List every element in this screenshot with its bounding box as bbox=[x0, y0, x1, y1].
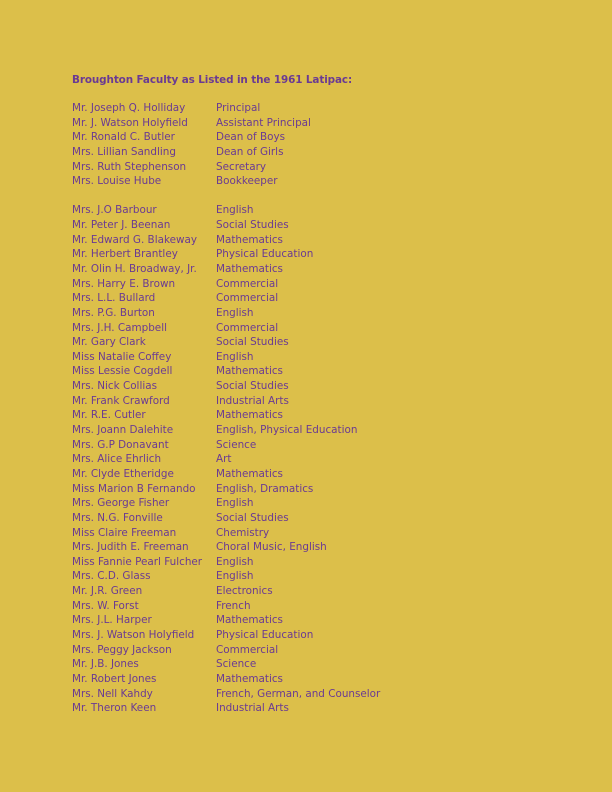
staff-role: Social Studies bbox=[216, 219, 289, 232]
staff-name: Mr. Peter J. Beenan bbox=[72, 219, 171, 232]
staff-row bbox=[72, 584, 542, 599]
staff-row bbox=[72, 116, 542, 131]
staff-row bbox=[72, 628, 542, 643]
staff-role: Industrial Arts bbox=[216, 702, 289, 715]
staff-role: Mathematics bbox=[216, 365, 283, 378]
staff-name: Mrs. C.D. Glass bbox=[72, 570, 151, 583]
staff-row bbox=[72, 613, 542, 628]
staff-row bbox=[72, 408, 542, 423]
staff-row bbox=[72, 423, 542, 438]
staff-name: Mrs. Judith E. Freeman bbox=[72, 541, 189, 554]
staff-name: Miss Fannie Pearl Fulcher bbox=[72, 555, 203, 568]
staff-role: Physical Education bbox=[216, 629, 314, 642]
staff-name: Mrs. Ruth Stephenson bbox=[72, 160, 187, 173]
staff-role: English bbox=[216, 555, 254, 568]
staff-row bbox=[72, 511, 542, 526]
staff-row bbox=[72, 364, 542, 379]
staff-name: Mr. J.B. Jones bbox=[72, 658, 139, 671]
staff-name: Mr. Robert Jones bbox=[72, 672, 157, 685]
staff-role: Secretary bbox=[216, 160, 266, 173]
staff-role: Commercial bbox=[216, 643, 279, 656]
staff-name: Mr. J.R. Green bbox=[72, 585, 143, 598]
staff-name: Miss Claire Freeman bbox=[72, 526, 177, 539]
staff-row bbox=[72, 306, 542, 321]
staff-row bbox=[72, 687, 542, 702]
staff-role: Social Studies bbox=[216, 336, 289, 349]
staff-role: English bbox=[216, 350, 254, 363]
staff-role: Science bbox=[216, 658, 257, 671]
staff-role: Mathematics bbox=[216, 409, 283, 422]
staff-role: Electronics bbox=[216, 585, 273, 598]
staff-role: Physical Education bbox=[216, 248, 314, 261]
staff-row bbox=[72, 174, 542, 189]
staff-row bbox=[72, 291, 542, 306]
staff-name: Mr. J. Watson Holyfield bbox=[72, 116, 188, 129]
staff-name: Mrs. Peggy Jackson bbox=[72, 643, 172, 656]
staff-role: Commercial bbox=[216, 321, 279, 334]
staff-role: English bbox=[216, 306, 254, 319]
staff-role: Dean of Boys bbox=[216, 131, 286, 144]
staff-role: English, Dramatics bbox=[216, 482, 314, 495]
staff-row bbox=[72, 145, 542, 160]
staff-row bbox=[72, 701, 542, 716]
staff-name: Miss Natalie Coffey bbox=[72, 350, 172, 363]
staff-row bbox=[72, 394, 542, 409]
staff-row bbox=[72, 555, 542, 570]
staff-row bbox=[72, 452, 542, 467]
staff-row bbox=[72, 643, 542, 658]
staff-role: Science bbox=[216, 438, 257, 451]
staff-role: Bookkeeper bbox=[216, 175, 278, 188]
staff-row bbox=[72, 160, 542, 175]
staff-row bbox=[72, 277, 542, 292]
staff-name: Mr. R.E. Cutler bbox=[72, 409, 146, 422]
staff-name: Mrs. Alice Ehrlich bbox=[72, 453, 162, 466]
staff-row bbox=[72, 672, 542, 687]
staff-name: Mr. Olin H. Broadway, Jr. bbox=[72, 263, 197, 275]
staff-name: Mrs. Nick Collias bbox=[72, 380, 158, 393]
staff-name: Mrs. J.L. Harper bbox=[72, 614, 152, 627]
administration-list bbox=[72, 101, 542, 189]
staff-row bbox=[72, 101, 542, 116]
staff-role: Assistant Principal bbox=[216, 116, 311, 129]
staff-name: Mrs. J.O Barbour bbox=[72, 204, 157, 217]
staff-row bbox=[72, 482, 542, 497]
staff-name: Miss Marion B Fernando bbox=[72, 482, 196, 495]
staff-row bbox=[72, 379, 542, 394]
staff-name: Mr. Edward G. Blakeway bbox=[72, 233, 197, 246]
staff-role: Social Studies bbox=[216, 380, 289, 393]
staff-name: Mr. Ronald C. Butler bbox=[72, 131, 175, 144]
staff-name: Mrs. J.H. Campbell bbox=[72, 321, 167, 334]
staff-name: Mr. Gary Clark bbox=[72, 336, 146, 349]
staff-row bbox=[72, 262, 542, 277]
staff-name: Mr. Herbert Brantley bbox=[72, 248, 178, 261]
staff-row bbox=[72, 540, 542, 555]
page-heading: Broughton Faculty as Listed in the 1961 Latipac: bbox=[72, 74, 353, 86]
staff-row bbox=[72, 233, 542, 248]
staff-role: Commercial bbox=[216, 292, 279, 305]
staff-name: Mrs. Nell Kahdy bbox=[72, 687, 153, 700]
staff-role: Mathematics bbox=[216, 263, 283, 275]
staff-role: French, German, and Counselor bbox=[216, 687, 381, 700]
staff-name: Mrs. George Fisher bbox=[72, 497, 170, 510]
staff-name: Mrs. J. Watson Holyfield bbox=[72, 629, 195, 642]
staff-row bbox=[72, 569, 542, 584]
staff-row bbox=[72, 335, 542, 350]
staff-role: Principal bbox=[216, 102, 261, 114]
staff-name: Mrs. W. Forst bbox=[72, 599, 139, 612]
staff-role: Social Studies bbox=[216, 511, 289, 524]
staff-row bbox=[72, 657, 542, 672]
staff-row bbox=[72, 247, 542, 262]
staff-name: Mrs. P.G. Burton bbox=[72, 306, 155, 319]
staff-name: Mr. Frank Crawford bbox=[72, 394, 170, 407]
staff-row bbox=[72, 203, 542, 218]
staff-row bbox=[72, 496, 542, 511]
staff-row bbox=[72, 130, 542, 145]
staff-role: Chemistry bbox=[216, 526, 270, 539]
staff-role: Commercial bbox=[216, 277, 279, 290]
staff-name: Mr. Clyde Etheridge bbox=[72, 467, 174, 480]
staff-name: Mrs. Joann Dalehite bbox=[72, 424, 174, 437]
staff-role: English bbox=[216, 204, 254, 217]
staff-name: Mrs. Lillian Sandling bbox=[72, 145, 176, 158]
staff-name: Mrs. Louise Hube bbox=[72, 175, 162, 188]
staff-role: Mathematics bbox=[216, 672, 283, 685]
staff-role: English, Physical Education bbox=[216, 424, 358, 437]
staff-role: Dean of Girls bbox=[216, 145, 284, 158]
staff-row bbox=[72, 467, 542, 482]
staff-name: Mrs. Harry E. Brown bbox=[72, 277, 176, 290]
staff-role: Mathematics bbox=[216, 467, 283, 480]
staff-row bbox=[72, 218, 542, 233]
staff-role: English bbox=[216, 570, 254, 583]
staff-row bbox=[72, 438, 542, 453]
staff-role: English bbox=[216, 497, 254, 510]
staff-role: French bbox=[216, 599, 251, 612]
staff-role: Choral Music, English bbox=[216, 541, 327, 554]
faculty-list bbox=[72, 203, 542, 715]
staff-role: Mathematics bbox=[216, 614, 283, 627]
staff-row bbox=[72, 321, 542, 336]
staff-row bbox=[72, 599, 542, 614]
staff-name: Miss Lessie Cogdell bbox=[72, 365, 173, 378]
staff-name: Mrs. L.L. Bullard bbox=[72, 292, 156, 305]
staff-role: Industrial Arts bbox=[216, 394, 289, 407]
staff-row bbox=[72, 350, 542, 365]
staff-name: Mrs. N.G. Fonville bbox=[72, 511, 163, 524]
staff-row bbox=[72, 526, 542, 541]
staff-name: Mr. Theron Keen bbox=[72, 702, 157, 715]
staff-role: Art bbox=[216, 453, 232, 466]
staff-role: Mathematics bbox=[216, 233, 283, 246]
document-page bbox=[72, 73, 542, 716]
staff-name: Mr. Joseph Q. Holliday bbox=[72, 102, 186, 114]
staff-name: Mrs. G.P Donavant bbox=[72, 438, 169, 451]
